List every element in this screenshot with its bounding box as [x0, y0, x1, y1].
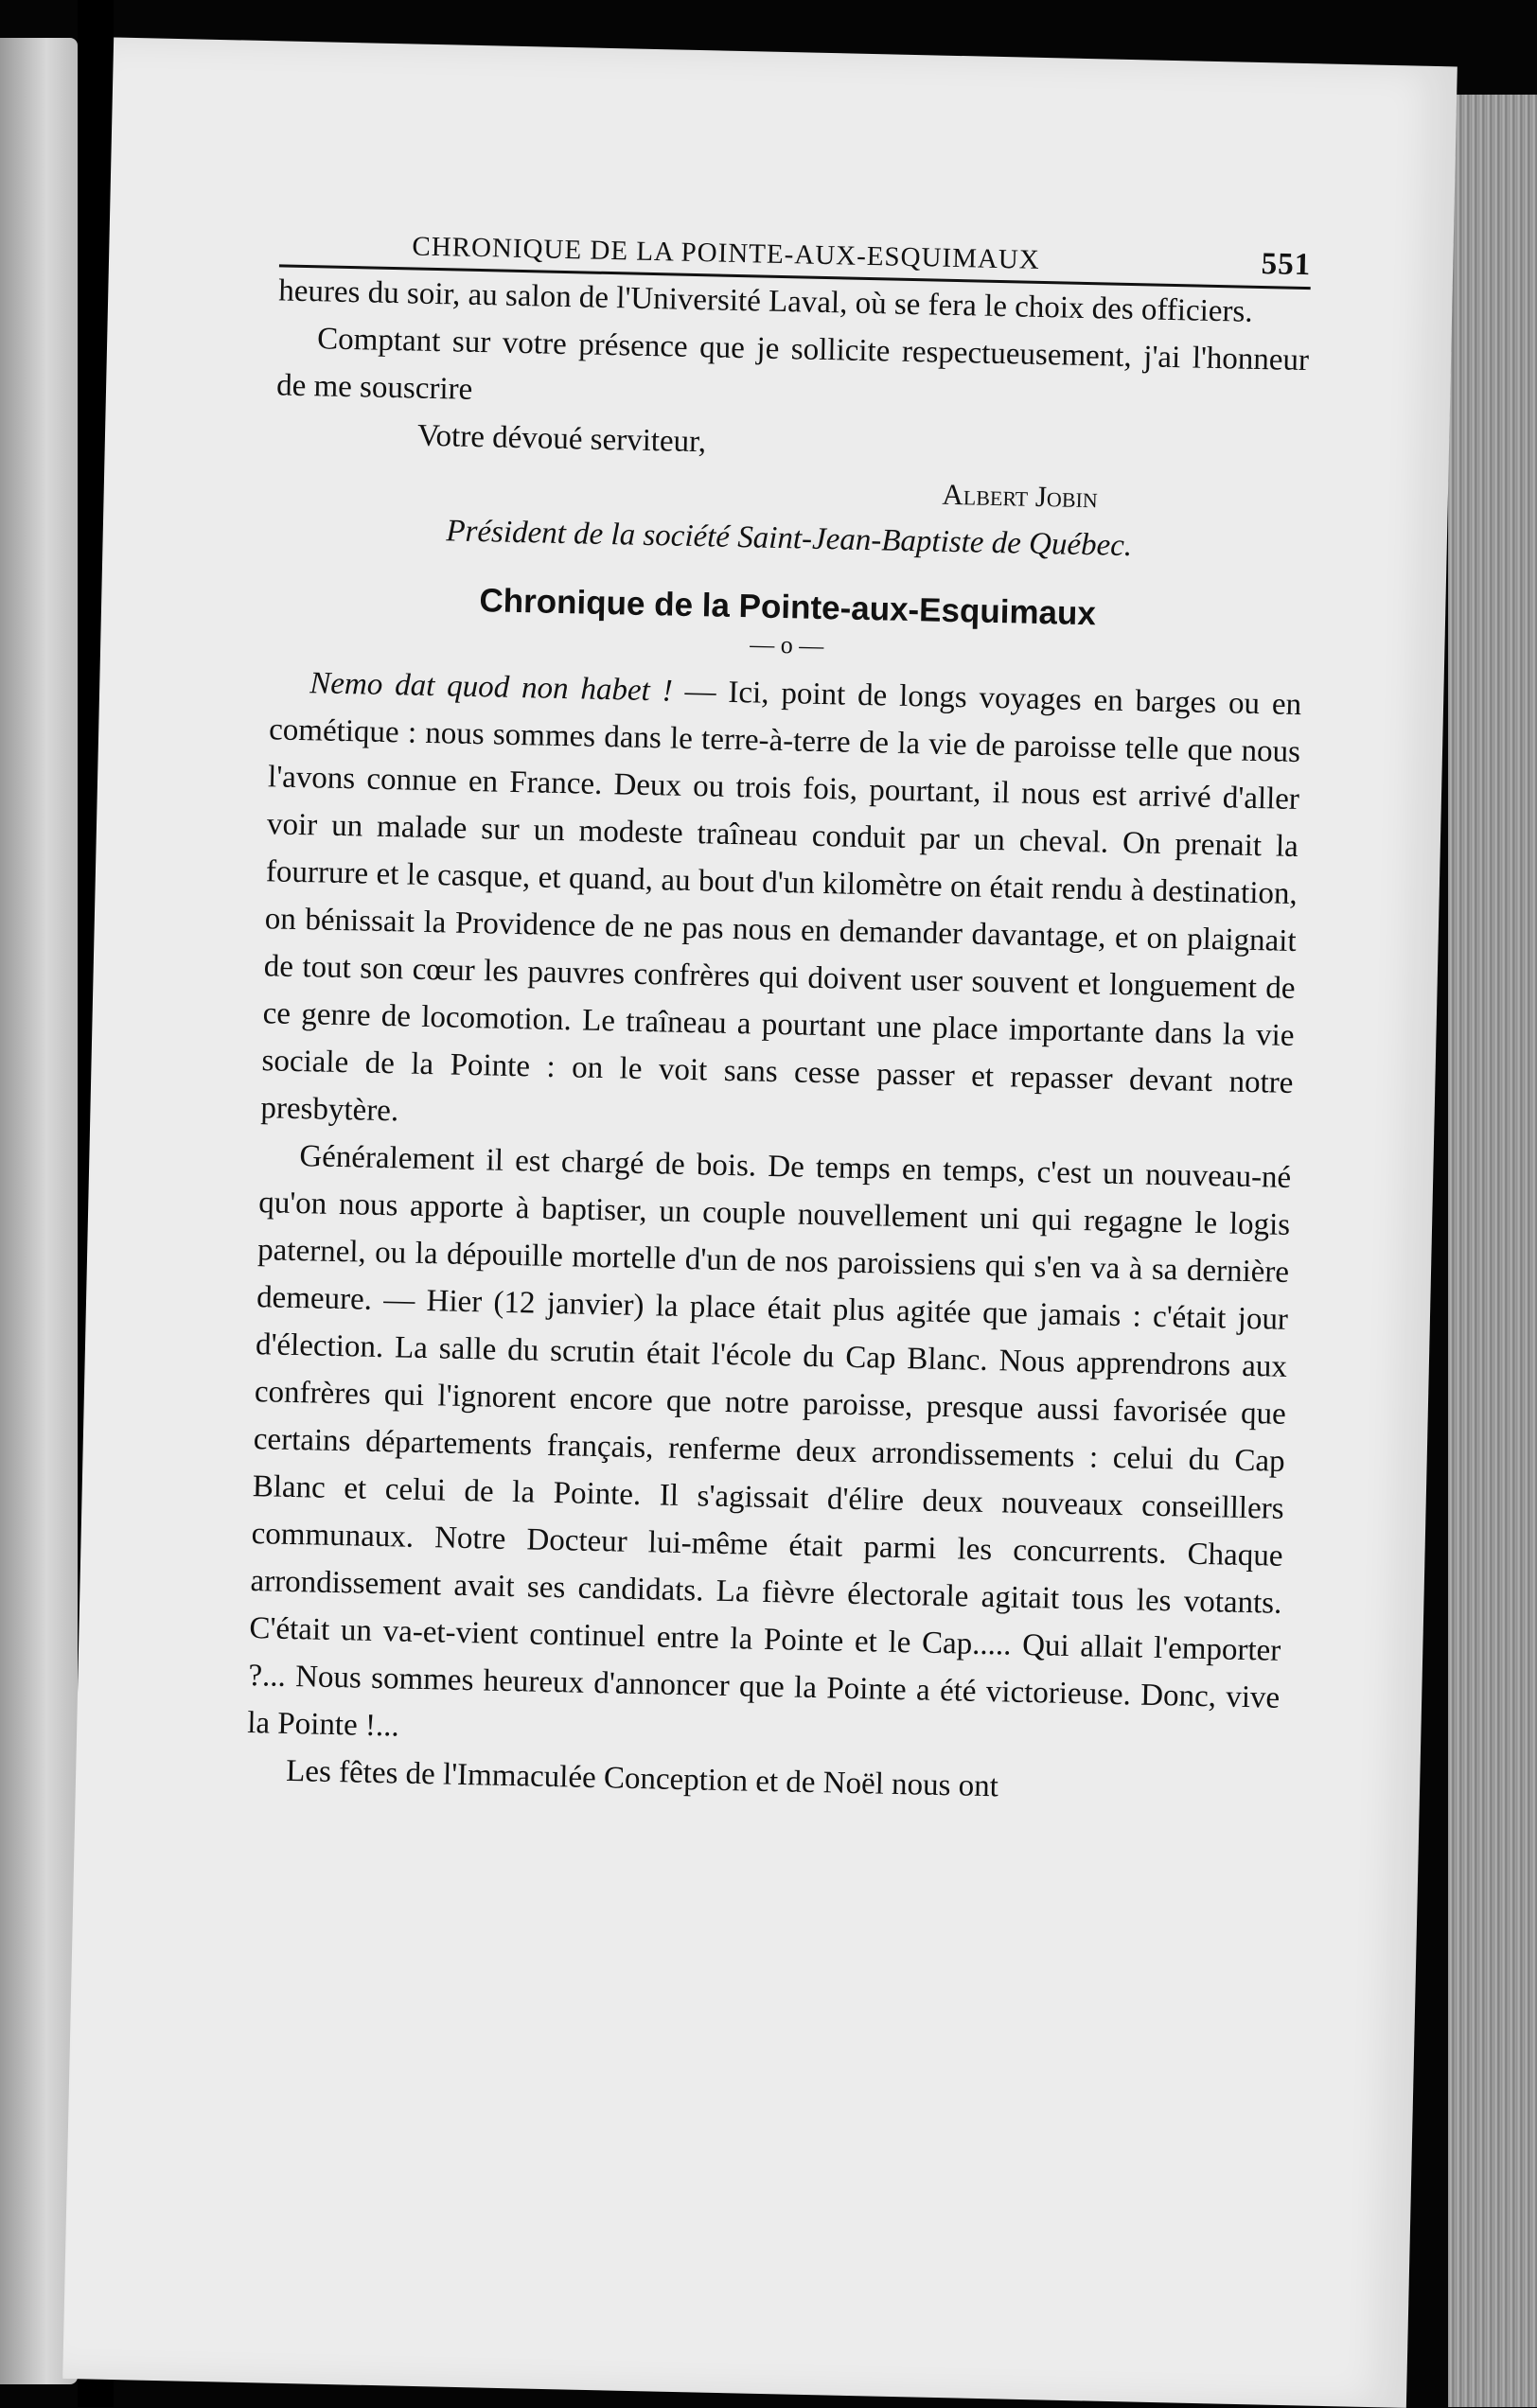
running-head-title: CHRONIQUE DE LA POINTE-AUX-ESQUIMAUX	[412, 231, 1041, 275]
section-ornament: — o —	[750, 630, 824, 660]
facing-page-edge	[0, 38, 78, 2384]
page-edges	[1448, 95, 1537, 2407]
paragraph-1	[260, 659, 1302, 1154]
letter-paragraph: Comptant sur votre présence que je sollicite respectueusement, j'ai l'honneur de me souscrire	[275, 322, 1310, 407]
letter-closing: Votre dévoué serviteur,	[416, 418, 707, 460]
paragraph-3: Les fêtes de l'Immaculée Conception et de Noël nous ont	[285, 1753, 999, 1804]
page-content	[246, 225, 1312, 1816]
page-number: 551	[1261, 247, 1312, 283]
paragraph-1-body: — Ici, point de longs voyages en barges ou en cométique : nous sommes dans le terre-à-terre de la vie de paroisse telle que nous l'avons connue en France. Deux ou trois fois, pourtant, il nous est arrivé d'aller voir un malade sur un modeste traîneau conduit par un cheval. On prenait la fourrure et le casque, et quand, au bout d'un kilomètre on était rendu à destination, on bénissait la Providence de ne pas nous en demander davantage, et on plaignait de tout son cœur les pauvres confrères qui doivent user souvent et longuement de ce genre de locomotion. Le traîneau a pourtant une place importante dans la vie sociale de la Pointe : on le voit sans cesse passer et repasser devant notre presbytère.	[260, 674, 1302, 1129]
epigraph: Nemo dat quod non habet !	[309, 666, 674, 709]
paragraph-2: Généralement il est chargé de bois. De temps en temps, c'est un nouveau-né qu'on nous apporte à baptiser, un couple nouvellement uni qui regagne le logis paternel, ou la dépouille mortelle d'un de nos paroissiens qui s'en va à sa dernière demeure. — Hier (12 janvier) la place était plus agitée que jamais : c'était jour d'élection. La salle du scrutin était l'école du Cap Blanc. Nous apprendrons aux confrères qui l'ignorent encore que notre paroisse, presque aussi favorisée que certains départements français, renferme deux arrondissements : celui du Cap Blanc et celui de la Pointe. Il s'agissait d'élire deux nouveaux conseilllers communaux. Notre Docteur lui-même était parmi les concurrents. Chaque arrondissement avait ses candidats. La fièvre électorale agitait tous les votants. C'était un va-et-vient continuel entre la Pointe et le Cap..... Qui allait l'emporter ?... Nous sommes heureux d'annoncer que la Pointe a été victorieuse. Donc, vive la Pointe !...	[246, 1139, 1292, 1744]
section-title: Chronique de la Pointe-aux-Esquimaux	[479, 582, 1097, 633]
letter-signature: Albert Jobin	[942, 477, 1099, 515]
signatory-position: Président de la société Saint-Jean-Baptiste de Québec.	[446, 514, 1133, 564]
book-page	[62, 38, 1458, 2408]
letter-continuation: heures du soir, au salon de l'Université Laval, où se fera le choix des officiers.	[277, 273, 1253, 329]
